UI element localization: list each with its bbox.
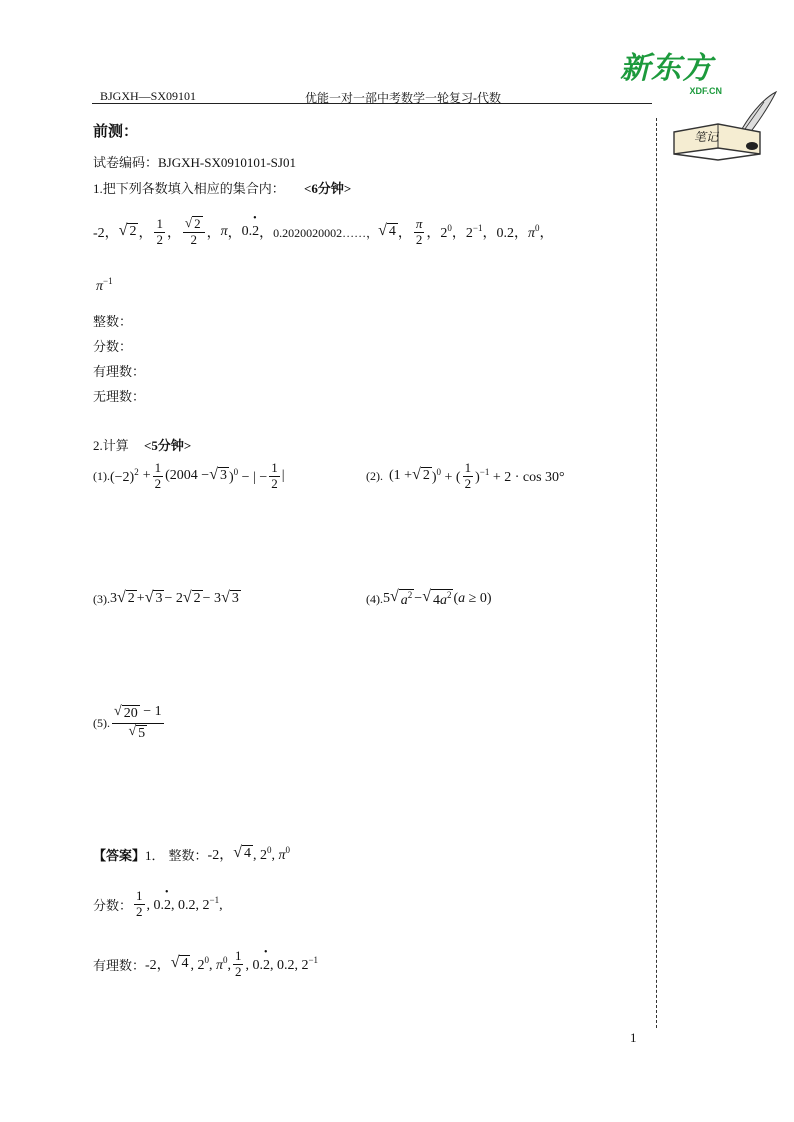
q2-item-1: (1). $(-2)^2$ + $\frac{1}{2}$ (2004 − √ 3 )$^0$ − | − $\frac{1}{2}$ | (93, 460, 285, 491)
doc-title: 优能一对一部中考数学一轮复习-代数 (305, 91, 501, 105)
section-title: 前测： (93, 123, 139, 140)
notes-book-icon (668, 88, 778, 168)
answer-rationals: 有理数： -2， √ 4 , $2^0$, $\pi^0$, $\frac{1}{2}$ , 0.• 2, 0.2, $2^{-1}$ (93, 944, 318, 984)
q2-item-2: (2). (1 + √ 2 )$^0$ + ( $\frac{1}{2}$ )$^{-1}$ + 2 · cos 30° (366, 460, 565, 491)
q2-label-1: (1). (93, 468, 110, 483)
set-rationals: 有理数： (93, 364, 146, 379)
logo-sub: XDF.CN (689, 86, 722, 96)
q1-sets (93, 309, 145, 409)
q2-label-3: (3). (93, 591, 110, 606)
q2-item-4: (4). 5 √ $a^2$ − √ $4a^2$ (a ≥ 0) (366, 587, 492, 608)
answer-q1: 1． (145, 847, 165, 863)
q2-item-5: (5). √ 20 − 1 √ 5 (93, 704, 162, 741)
answer-tag: 【答案】 (93, 847, 146, 863)
q2-time: <5分钟> (144, 438, 192, 453)
logo-text: 新东方 (620, 52, 713, 85)
q2-label-5: (5). (93, 715, 110, 730)
notes-divider (656, 118, 657, 1028)
q1-prompt (93, 178, 351, 197)
notes-label: 笔记 (694, 130, 719, 144)
q2-prompt-text: 2.计算 (93, 438, 129, 453)
set-fractions: 分数： (93, 339, 133, 354)
answer-int-label: 整数： (168, 847, 208, 863)
answer-rat-label: 有理数： (93, 957, 146, 973)
q1-number-list: -2， √ 2 ， $\frac{1}{2}$ ， √ 2 2 ， π ， 0.• 2 ， 0.2020020002……， √ 4 ， $\frac{\pi}{2}$ ， $2^0$ ， $2^{-1}$ ， 0.2， $\pi^0$ ， (93, 210, 554, 254)
q2-prompt (93, 435, 191, 454)
q1-prompt-text: 1.把下列各数填入相应的集合内： (93, 181, 285, 196)
header-rule (92, 103, 652, 104)
doc-code: BJGXH—SX09101 (100, 89, 197, 103)
q1-time: <6分钟> (304, 181, 352, 196)
set-irrationals: 无理数： (93, 389, 146, 404)
answer-fractions: 分数： $\frac{1}{2}$ , 0.• 2, 0.2, $2^{-1}$, (93, 884, 223, 924)
q2-label-2: (2). (366, 468, 383, 483)
answer-frac-label: 分数： (93, 897, 133, 913)
q2-label-4: (4). (366, 591, 383, 606)
page-number: 1 (630, 1030, 637, 1045)
q2-item-3: (3). 3 √ 2 + √ 3 − 2 √ 2 − 3 √ 3 (93, 589, 239, 607)
answer-integers: 【答案】 1． 整数： -2， √ 4 , $2^0$, $\pi^0$ (93, 844, 291, 863)
paper-code: 试卷编码：BJGXH-SX0910101-SJ01 (93, 155, 296, 170)
set-integers: 整数： (93, 314, 133, 329)
q1-number-pi-inv: $\pi^{-1}$ (96, 276, 113, 294)
